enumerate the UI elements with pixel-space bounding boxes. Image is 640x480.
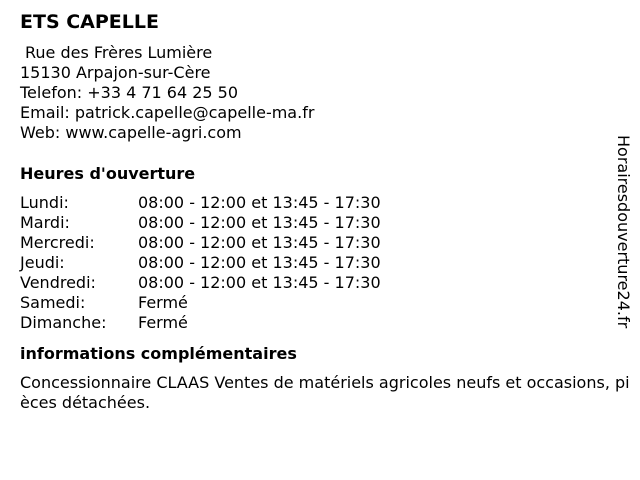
hours-row-saturday bbox=[20, 293, 632, 313]
hours-row-wednesday bbox=[20, 233, 632, 253]
day-hours: 08:00 - 12:00 et 13:45 - 17:30 bbox=[138, 253, 381, 272]
business-card bbox=[20, 10, 632, 413]
website: Web: www.capelle-agri.com bbox=[20, 123, 242, 142]
business-name: ETS CAPELLE bbox=[20, 11, 159, 33]
day-label: Samedi: bbox=[20, 293, 86, 312]
day-label: Mardi: bbox=[20, 213, 70, 232]
additional-info-text: Concessionnaire CLAAS Ventes de matériels agricoles neufs et occasions, pièces détachées. bbox=[20, 373, 630, 412]
day-hours: 08:00 - 12:00 et 13:45 - 17:30 bbox=[138, 233, 381, 252]
day-label: Dimanche: bbox=[20, 313, 107, 332]
watermark-text: Horairesdouverture24.fr bbox=[614, 135, 633, 329]
day-label: Vendredi: bbox=[20, 273, 96, 292]
day-hours: 08:00 - 12:00 et 13:45 - 17:30 bbox=[138, 193, 381, 212]
additional-info-heading: informations complémentaires bbox=[20, 344, 297, 363]
hours-row-friday bbox=[20, 273, 632, 293]
opening-hours-heading: Heures d'ouverture bbox=[20, 164, 196, 183]
day-hours: 08:00 - 12:00 et 13:45 - 17:30 bbox=[138, 273, 381, 292]
phone-number: Telefon: +33 4 71 64 25 50 bbox=[20, 83, 239, 102]
city-address: 15130 Arpajon-sur-Cère bbox=[20, 63, 211, 82]
street-address: Rue des Frères Lumière bbox=[25, 43, 213, 62]
day-hours: Fermé bbox=[138, 313, 188, 332]
email-address: Email: patrick.capelle@capelle-ma.fr bbox=[20, 103, 315, 122]
opening-hours-table bbox=[20, 193, 632, 333]
hours-row-tuesday bbox=[20, 213, 632, 233]
day-label: Lundi: bbox=[20, 193, 69, 212]
day-hours: 08:00 - 12:00 et 13:45 - 17:30 bbox=[138, 213, 381, 232]
hours-row-thursday bbox=[20, 253, 632, 273]
day-label: Mercredi: bbox=[20, 233, 95, 252]
day-label: Jeudi: bbox=[20, 253, 65, 272]
day-hours: Fermé bbox=[138, 293, 188, 312]
address-block bbox=[20, 43, 632, 143]
hours-row-sunday bbox=[20, 313, 632, 333]
hours-row-monday bbox=[20, 193, 632, 213]
